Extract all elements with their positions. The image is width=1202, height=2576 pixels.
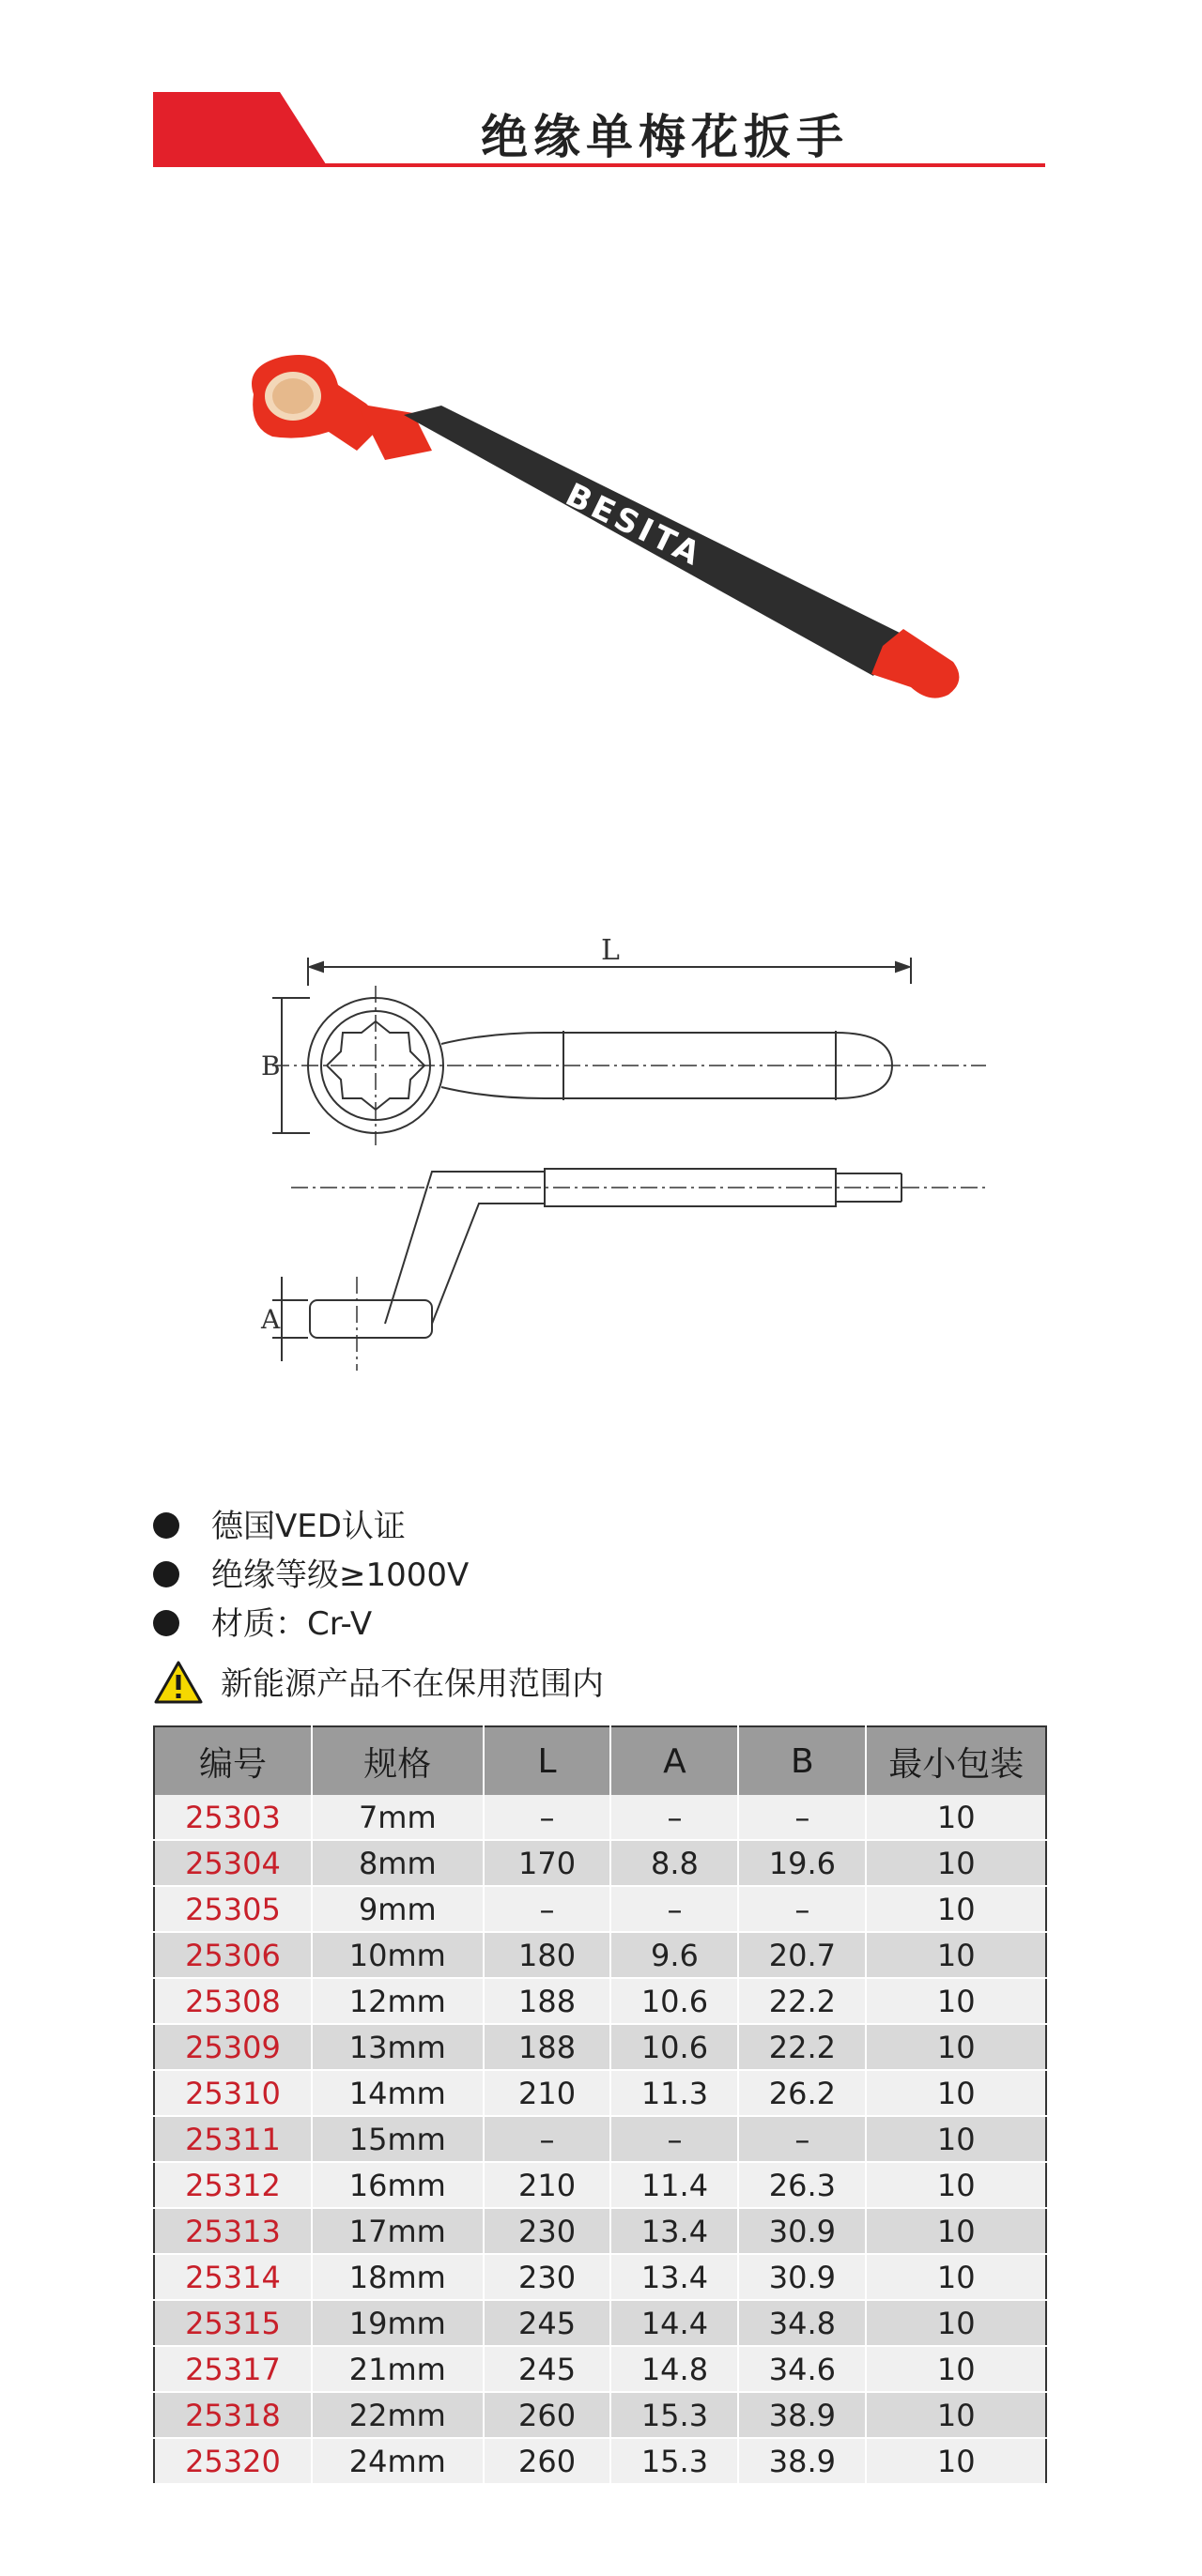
col-header-A: A <box>610 1726 738 1795</box>
table-row <box>154 2300 1046 2346</box>
dimension-label-A: A <box>261 1304 281 1335</box>
cell-min-pack: 10 <box>866 2070 1046 2116</box>
cell-A: 10.6 <box>610 1978 738 2024</box>
feature-text: 材质：Cr-V <box>211 1605 373 1643</box>
cell-size: 12mm <box>312 1978 484 2024</box>
cell-L: 230 <box>484 2208 611 2254</box>
cell-min-pack: 10 <box>866 1886 1046 1932</box>
cell-A: – <box>610 2116 738 2162</box>
cell-min-pack: 10 <box>866 1932 1046 1978</box>
col-header-L: L <box>484 1726 611 1795</box>
col-header-min-pack: 最小包装 <box>866 1726 1046 1795</box>
cell-size: 7mm <box>312 1795 484 1840</box>
table-row <box>154 1932 1046 1978</box>
col-header-B: B <box>738 1726 866 1795</box>
cell-A: 15.3 <box>610 2438 738 2484</box>
table-row <box>154 1840 1046 1886</box>
col-header-size: 规格 <box>312 1726 484 1795</box>
cell-L: 245 <box>484 2300 611 2346</box>
dimension-label-L: L <box>601 939 620 967</box>
table-row <box>154 2346 1046 2392</box>
cell-min-pack: 10 <box>866 2254 1046 2300</box>
col-header-code: 编号 <box>154 1726 312 1795</box>
cell-code: 25320 <box>154 2438 312 2484</box>
cell-size: 19mm <box>312 2300 484 2346</box>
feature-text: 绝缘等级≥1000V <box>211 1556 470 1594</box>
bullet-icon <box>153 1561 179 1587</box>
cell-A: 11.3 <box>610 2070 738 2116</box>
spec-table <box>153 1725 1047 2485</box>
cell-min-pack: 10 <box>866 2300 1046 2346</box>
cell-code: 25311 <box>154 2116 312 2162</box>
cell-size: 16mm <box>312 2162 484 2208</box>
cell-B: 38.9 <box>738 2392 866 2438</box>
cell-size: 18mm <box>312 2254 484 2300</box>
cell-B: 34.8 <box>738 2300 866 2346</box>
wrench-ring-head <box>252 355 385 451</box>
cell-L: – <box>484 1795 611 1840</box>
cell-min-pack: 10 <box>866 2162 1046 2208</box>
cell-B: 19.6 <box>738 1840 866 1886</box>
feature-list <box>153 1502 1045 1714</box>
cell-min-pack: 10 <box>866 1978 1046 2024</box>
cell-L: – <box>484 1886 611 1932</box>
cell-code: 25313 <box>154 2208 312 2254</box>
cell-B: 30.9 <box>738 2254 866 2300</box>
cell-size: 8mm <box>312 1840 484 1886</box>
cell-code: 25304 <box>154 1840 312 1886</box>
table-row <box>154 1978 1046 2024</box>
cell-size: 10mm <box>312 1932 484 1978</box>
feature-item <box>153 1502 1045 1551</box>
cell-A: 8.8 <box>610 1840 738 1886</box>
cell-A: 15.3 <box>610 2392 738 2438</box>
table-row <box>154 2162 1046 2208</box>
cell-code: 25306 <box>154 1932 312 1978</box>
cell-min-pack: 10 <box>866 2438 1046 2484</box>
wrench-photo <box>225 347 977 798</box>
cell-min-pack: 10 <box>866 2392 1046 2438</box>
cell-L: 260 <box>484 2438 611 2484</box>
cell-B: – <box>738 2116 866 2162</box>
cell-L: 230 <box>484 2254 611 2300</box>
cell-code: 25315 <box>154 2300 312 2346</box>
warning-text: 新能源产品不在保用范围内 <box>221 1665 604 1703</box>
cell-code: 25318 <box>154 2392 312 2438</box>
feature-item <box>153 1600 1045 1648</box>
cell-B: – <box>738 1886 866 1932</box>
cell-min-pack: 10 <box>866 1795 1046 1840</box>
table-row <box>154 1795 1046 1840</box>
cell-code: 25305 <box>154 1886 312 1932</box>
cell-A: 13.4 <box>610 2208 738 2254</box>
dimension-label-B: B <box>261 1050 281 1081</box>
cell-L: 188 <box>484 1978 611 2024</box>
cell-A: 9.6 <box>610 1932 738 1978</box>
bullet-icon <box>153 1610 179 1636</box>
feature-item <box>153 1551 1045 1600</box>
table-row <box>154 2254 1046 2300</box>
cell-code: 25308 <box>154 1978 312 2024</box>
cell-size: 24mm <box>312 2438 484 2484</box>
cell-L: – <box>484 2116 611 2162</box>
cell-size: 21mm <box>312 2346 484 2392</box>
cell-A: 11.4 <box>610 2162 738 2208</box>
cell-size: 13mm <box>312 2024 484 2070</box>
cell-B: 38.9 <box>738 2438 866 2484</box>
feature-text: 德国VED认证 <box>211 1508 406 1545</box>
brand-logo: BESITA <box>560 476 709 575</box>
cell-min-pack: 10 <box>866 2208 1046 2254</box>
cell-size: 14mm <box>312 2070 484 2116</box>
cell-min-pack: 10 <box>866 1840 1046 1886</box>
cell-code: 25309 <box>154 2024 312 2070</box>
cell-L: 188 <box>484 2024 611 2070</box>
cell-code: 25312 <box>154 2162 312 2208</box>
cell-L: 170 <box>484 1840 611 1886</box>
cell-size: 17mm <box>312 2208 484 2254</box>
page-title: 绝缘单梅花扳手 <box>481 110 849 164</box>
table-row <box>154 2116 1046 2162</box>
cell-B: 30.9 <box>738 2208 866 2254</box>
warning-note <box>153 1654 1045 1714</box>
cell-L: 180 <box>484 1932 611 1978</box>
table-row <box>154 2208 1046 2254</box>
table-row <box>154 2392 1046 2438</box>
cell-min-pack: 10 <box>866 2024 1046 2070</box>
cell-A: 10.6 <box>610 2024 738 2070</box>
cell-A: 14.4 <box>610 2300 738 2346</box>
cell-code: 25317 <box>154 2346 312 2392</box>
cell-min-pack: 10 <box>866 2116 1046 2162</box>
cell-L: 260 <box>484 2392 611 2438</box>
table-row <box>154 2024 1046 2070</box>
bullet-icon <box>153 1512 179 1539</box>
table-row <box>154 2070 1046 2116</box>
cell-size: 22mm <box>312 2392 484 2438</box>
cell-A: – <box>610 1795 738 1840</box>
header-red-tab <box>153 92 328 167</box>
table-row <box>154 1886 1046 1932</box>
cell-B: 20.7 <box>738 1932 866 1978</box>
cell-A: 14.8 <box>610 2346 738 2392</box>
cell-min-pack: 10 <box>866 2346 1046 2392</box>
cell-size: 15mm <box>312 2116 484 2162</box>
table-row <box>154 2438 1046 2484</box>
warning-icon <box>153 1660 204 1705</box>
cell-B: 34.6 <box>738 2346 866 2392</box>
cell-A: 13.4 <box>610 2254 738 2300</box>
cell-B: 26.3 <box>738 2162 866 2208</box>
cell-L: 245 <box>484 2346 611 2392</box>
technical-drawing <box>254 939 1014 1399</box>
cell-code: 25314 <box>154 2254 312 2300</box>
cell-B: – <box>738 1795 866 1840</box>
page-header <box>153 92 1045 171</box>
cell-code: 25310 <box>154 2070 312 2116</box>
cell-A: – <box>610 1886 738 1932</box>
cell-B: 22.2 <box>738 2024 866 2070</box>
cell-L: 210 <box>484 2162 611 2208</box>
cell-B: 26.2 <box>738 2070 866 2116</box>
cell-code: 25303 <box>154 1795 312 1840</box>
table-header-row <box>154 1726 1046 1795</box>
cell-B: 22.2 <box>738 1978 866 2024</box>
cell-L: 210 <box>484 2070 611 2116</box>
cell-size: 9mm <box>312 1886 484 1932</box>
